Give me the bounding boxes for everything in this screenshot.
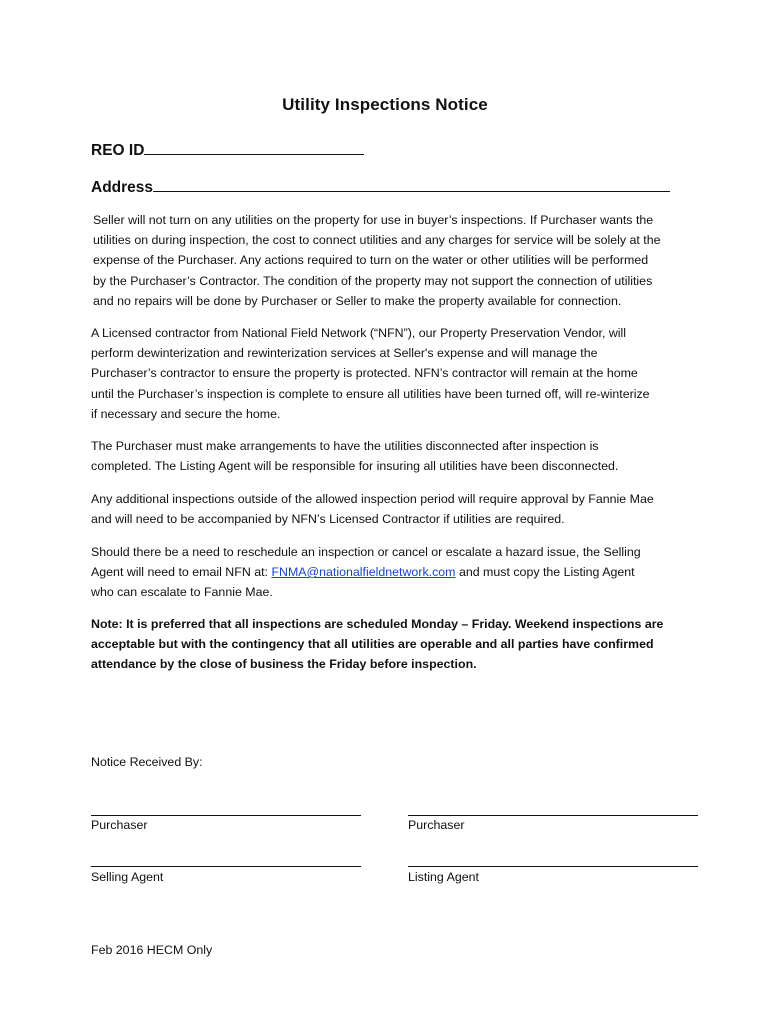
paragraph-line: A Licensed contractor from National Field Network (“NFN”), our Property Preservation Vendor, will bbox=[91, 326, 627, 340]
signature-label-selling-agent: Selling Agent bbox=[91, 870, 164, 884]
paragraph-line: acceptable but with the contingency that all utilities are operable and all parties have confirmed bbox=[91, 637, 654, 652]
paragraph-line: perform dewinterization and rewinterization services at Seller's expense and will manage the bbox=[91, 346, 598, 361]
signature-label-purchaser-2: Purchaser bbox=[408, 818, 465, 832]
address-label: Address bbox=[91, 179, 154, 196]
email-lead-text: Agent will need to email NFN at: bbox=[91, 565, 272, 580]
reo-id-field bbox=[91, 138, 364, 160]
paragraph-note-bold bbox=[91, 614, 691, 675]
email-trail-text: and must copy the Listing Agent bbox=[455, 565, 635, 580]
paragraph-line: The Purchaser must make arrangements to have the utilities disconnected after inspection is bbox=[91, 439, 599, 453]
paragraph-line: Seller will not turn on any utilities on the property for use in buyer’s inspections. If Purchaser wants the bbox=[93, 213, 654, 227]
address-blank-line[interactable] bbox=[153, 175, 670, 192]
paragraph-reschedule-contact bbox=[91, 542, 691, 603]
paragraph-line: Purchaser’s contractor to ensure the property is protected. NFN’s contractor will remain at the home bbox=[91, 366, 638, 381]
paragraph-line: who can escalate to Fannie Mae. bbox=[91, 585, 273, 600]
footer-version: Feb 2016 HECM Only bbox=[91, 943, 213, 957]
signature-line-purchaser-2[interactable] bbox=[408, 815, 698, 816]
paragraph-line: Note: It is preferred that all inspections are scheduled Monday – Friday. Weekend inspections are bbox=[91, 617, 664, 631]
paragraph-line: Any additional inspections outside of the allowed inspection period will require approval by Fannie Mae bbox=[91, 492, 654, 506]
paragraph-disconnect-utilities bbox=[91, 436, 691, 476]
paragraph-line: Should there be a need to reschedule an inspection or cancel or escalate a hazard issue, the Selling bbox=[91, 545, 641, 559]
signature-label-purchaser-1: Purchaser bbox=[91, 818, 148, 832]
paragraph-line-with-email bbox=[91, 562, 691, 582]
notice-received-label: Notice Received By: bbox=[91, 755, 203, 769]
signature-line-purchaser-1[interactable] bbox=[91, 815, 361, 816]
paragraph-line: utilities on during inspection, the cost to connect utilities and any charges for service will be solely at the bbox=[93, 233, 661, 248]
signature-line-listing-agent[interactable] bbox=[408, 866, 698, 867]
paragraph-licensed-contractor bbox=[91, 323, 691, 424]
signature-line-selling-agent[interactable] bbox=[91, 866, 361, 867]
email-link[interactable]: FNMA@nationalfieldnetwork.com bbox=[271, 565, 456, 580]
paragraph-line: until the Purchaser’s inspection is complete to ensure all utilities have been turned off, will re-winterize bbox=[91, 386, 650, 401]
address-field bbox=[91, 175, 670, 197]
paragraph-line: and no repairs will be done by Purchaser or Seller to make the property available for connection. bbox=[93, 293, 622, 308]
paragraph-line: completed. The Listing Agent will be responsible for insuring all utilities have been disconnected. bbox=[91, 459, 619, 474]
paragraph-line: if necessary and secure the home. bbox=[91, 406, 281, 421]
reo-id-label: REO ID bbox=[91, 142, 145, 159]
paragraph-line: attendance by the close of business the Friday before inspection. bbox=[91, 657, 477, 672]
signature-label-listing-agent: Listing Agent bbox=[408, 870, 479, 884]
paragraph-utilities-policy bbox=[93, 210, 693, 311]
paragraph-additional-inspections bbox=[91, 489, 691, 529]
paragraph-line: and will need to be accompanied by NFN’s Licensed Contractor if utilities are required. bbox=[91, 512, 565, 527]
paragraph-line: expense of the Purchaser. Any actions required to turn on the water or other utilities will be performed bbox=[93, 253, 649, 268]
reo-id-blank-line[interactable] bbox=[144, 138, 364, 155]
paragraph-line: by the Purchaser’s Contractor. The condition of the property may not support the connection of utilities bbox=[93, 273, 653, 288]
document-title: Utility Inspections Notice bbox=[282, 95, 488, 114]
